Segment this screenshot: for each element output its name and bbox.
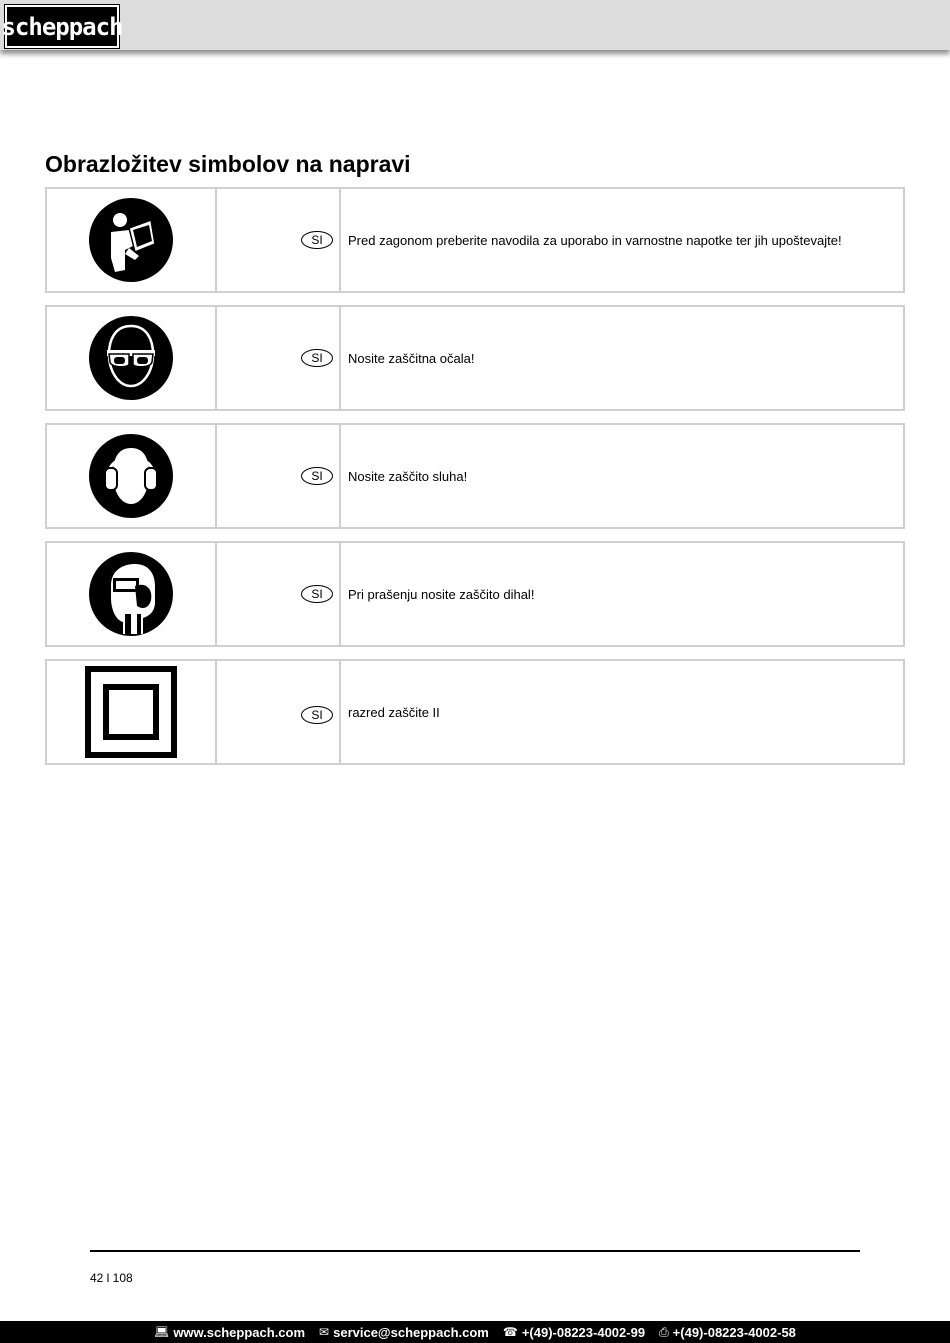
phone-number: +(49)-08223-4002-99 [521,1324,646,1340]
language-badge: SI [301,467,333,485]
symbol-row [45,659,905,765]
language-cell [217,543,341,645]
protection-class-ii-icon [85,666,177,758]
safety-goggles-icon [89,316,173,400]
page-number: 42 l 108 [90,1271,133,1285]
symbol-row [45,187,905,293]
symbol-cell [47,425,217,527]
symbol-description: Nosite zaščito sluha! [348,468,468,484]
respirator-icon [89,552,173,636]
fax-icon: ⎙ [659,1324,669,1339]
symbol-row [45,541,905,647]
language-cell [217,189,341,291]
symbol-cell [47,307,217,409]
email-link[interactable]: service@scheppach.com [333,1324,489,1340]
fax-number: +(49)-08223-4002-58 [672,1324,796,1340]
footer-divider [90,1250,860,1252]
symbol-cell [47,189,217,291]
email-item[interactable] [319,1325,489,1340]
language-badge: SI [301,231,333,249]
read-manual-icon [89,198,173,282]
symbol-cell [47,661,217,763]
phone-item [503,1325,645,1340]
contact-bar [0,1321,950,1343]
symbols-table [45,187,905,777]
language-badge: SI [301,706,333,724]
brand-logo: scheppach [4,4,120,49]
symbol-cell [47,543,217,645]
language-cell [217,307,341,409]
fax-item [659,1325,796,1340]
phone-icon: ☎ [502,1325,518,1339]
header-bar [0,0,950,50]
computer-icon: 💻︎ [154,1325,170,1339]
symbol-description: Pred zagonom preberite navodila za uporabo in varnostne napotke ter jih upoštevajte! [348,232,842,248]
website-item[interactable] [154,1325,305,1340]
symbol-description: Nosite zaščitna očala! [348,350,475,366]
language-badge: SI [301,349,333,367]
language-cell [217,661,341,763]
symbol-row [45,423,905,529]
symbol-description: razred zaščite II [348,704,440,720]
page-title: Obrazložitev simbolov na napravi [45,151,411,177]
symbol-row [45,305,905,411]
website-link[interactable]: www.scheppach.com [173,1324,306,1340]
language-cell [217,425,341,527]
mail-icon: ✉ [319,1325,330,1339]
ear-protection-icon [89,434,173,518]
symbol-description: Pri prašenju nosite zaščito dihal! [348,586,535,602]
language-badge: SI [301,585,333,603]
